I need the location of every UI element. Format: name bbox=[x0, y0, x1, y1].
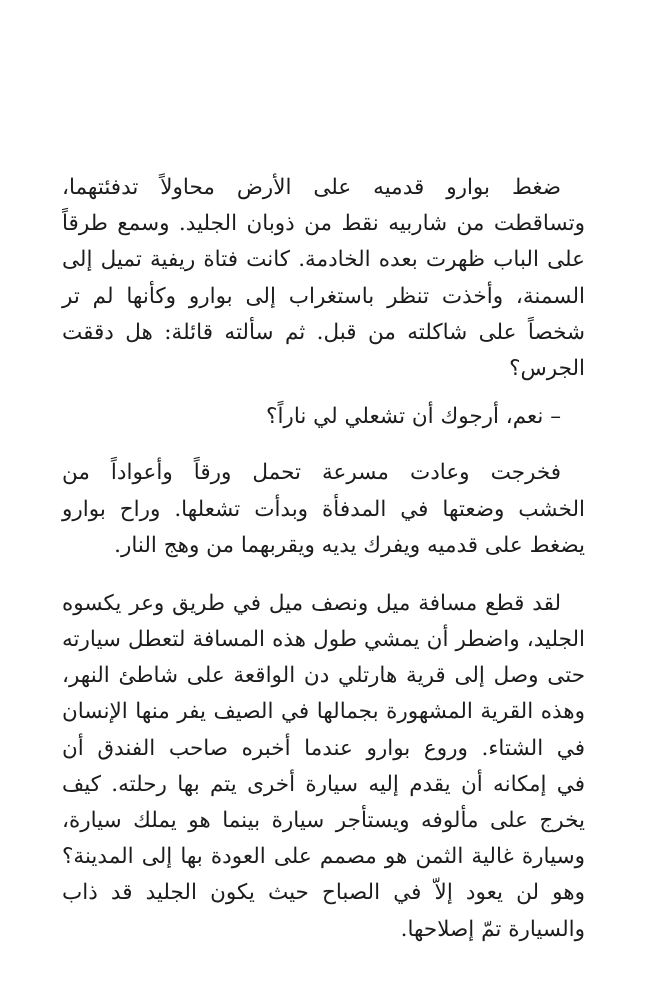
text-line: يخرج على مألوفه ويستأجر سيارة بينما هو يملك سيارة، bbox=[62, 808, 585, 833]
text-line: في إمكانه أن يقدم إليه سيارة أخرى يتم بها رحلته. كيف bbox=[62, 771, 585, 797]
text-line: والسيارة تمّ إصلاحها. bbox=[400, 916, 585, 942]
text-line: السمنة، وأخذت تنظر باستغراب إلى بوارو وكأنها لم تر bbox=[62, 283, 585, 309]
text-line: فخرجت وعادت مسرعة تحمل ورقاً وأعواداً من bbox=[62, 460, 561, 486]
paragraph-1 bbox=[62, 170, 585, 387]
paragraph-3 bbox=[62, 455, 585, 564]
paragraph-4 bbox=[62, 586, 585, 948]
text-line: الجليد، واضطر أن يمشي طول هذه المسافة لتعطل سيارته bbox=[62, 627, 585, 653]
text-line: وسيارة غالية الثمن هو مصمم على العودة بها إلى المدينة؟ bbox=[62, 844, 585, 870]
text-line: حتى وصل إلى قرية هارتلي دن الواقعة على شاطئ النهر، bbox=[62, 663, 585, 689]
text-line: وهذه القرية المشهورة بجمالها في الصيف يفر منها الإنسان bbox=[62, 699, 585, 725]
paragraph-2-dialogue bbox=[62, 399, 585, 435]
text-line: وتساقطت من شاربيه نقط من ذوبان الجليد. وسمع طرقاً bbox=[62, 211, 585, 237]
text-line: وهو لن يعود إلاّ في الصباح حيث يكون الجليد قد ذاب bbox=[62, 880, 585, 906]
text-line: في الشتاء. وروع بوارو عندما أخبره صاحب الفندق أن bbox=[62, 735, 585, 761]
text-line: على الباب ظهرت بعده الخادمة. كانت فتاة ريفية تميل إلى bbox=[62, 247, 585, 273]
text-line: – نعم، أرجوك أن تشعلي لي ناراً؟ bbox=[266, 404, 561, 430]
text-line: لقد قطع مسافة ميل ونصف ميل في طريق وعر يكسوه bbox=[62, 590, 561, 616]
text-line: شخصاً على شاكلته من قبل. ثم سألته قائلة: هل دققت bbox=[62, 319, 585, 345]
text-line: يضغط على قدميه ويفرك يديه ويقربهما من وهج النار. bbox=[114, 532, 585, 558]
text-line: ضغط بوارو قدميه على الأرض محاولاً تدفئتهما، bbox=[62, 175, 561, 200]
book-page bbox=[62, 170, 585, 948]
text-line: الخشب وضعتها في المدفأة وبدأت تشعلها. وراح بوارو bbox=[62, 496, 585, 522]
text-line: الجرس؟ bbox=[509, 355, 585, 381]
